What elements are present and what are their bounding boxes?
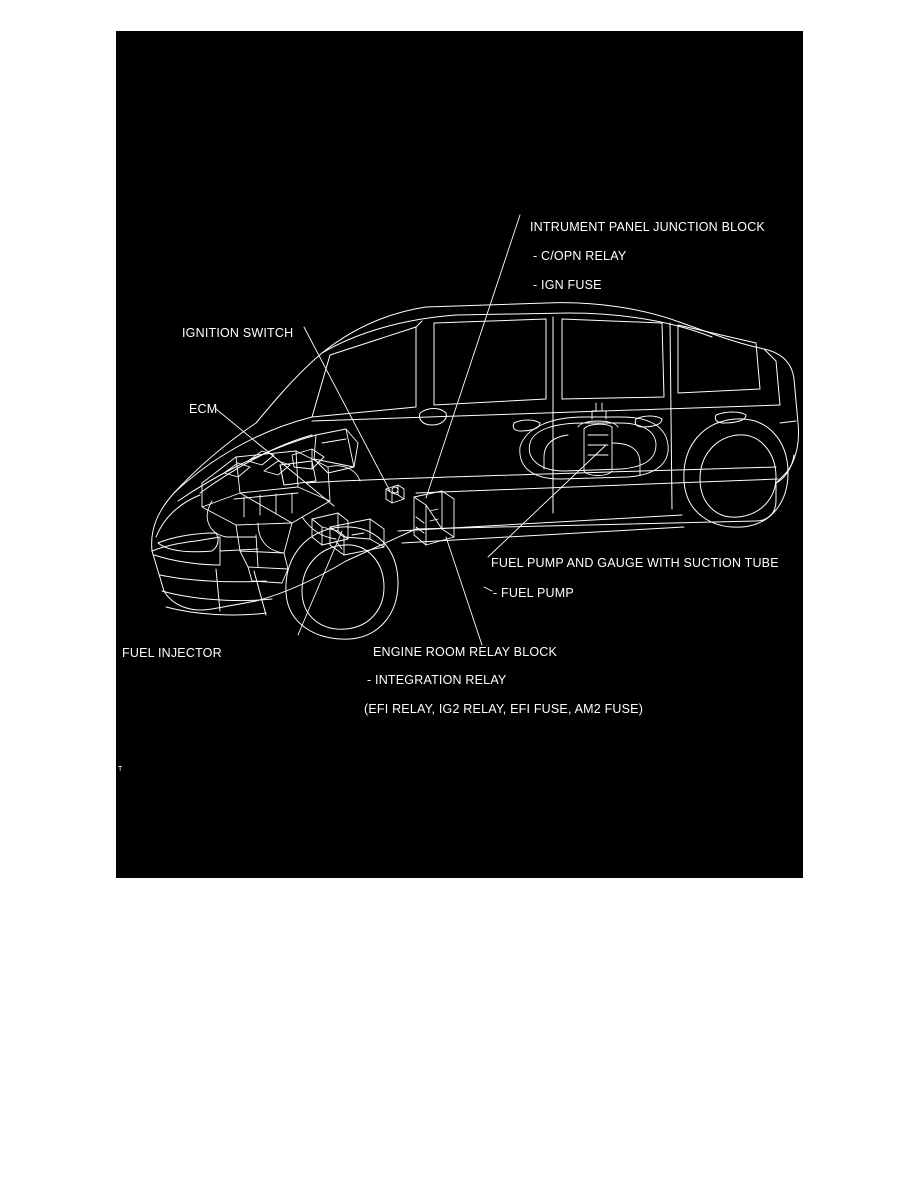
callout-ecm: ECM	[189, 402, 218, 416]
callout-fuel-injector: FUEL INJECTOR	[122, 646, 222, 660]
callout-engine-room-relay-block: ENGINE ROOM RELAY BLOCK	[373, 645, 558, 659]
corner-mark: T	[118, 766, 123, 773]
callout-copn-relay: - C/OPN RELAY	[533, 249, 627, 263]
vehicle-diagram-artwork	[116, 31, 803, 878]
diagram-panel	[116, 31, 803, 878]
callout-instrument-panel-junction-block: INTRUMENT PANEL JUNCTION BLOCK	[530, 220, 765, 234]
callout-relay-fuse-detail: (EFI RELAY, IG2 RELAY, EFI FUSE, AM2 FUSE)	[364, 702, 644, 716]
callout-ignition-switch: IGNITION SWITCH	[182, 326, 294, 340]
callout-integration-relay: - INTEGRATION RELAY	[367, 673, 507, 687]
callout-fuel-pump-and-gauge-with-suction-tube: FUEL PUMP AND GAUGE WITH SUCTION TUBE	[491, 556, 779, 570]
callout-fuel-pump: - FUEL PUMP	[493, 586, 574, 600]
callout-ign-fuse: - IGN FUSE	[533, 278, 602, 292]
